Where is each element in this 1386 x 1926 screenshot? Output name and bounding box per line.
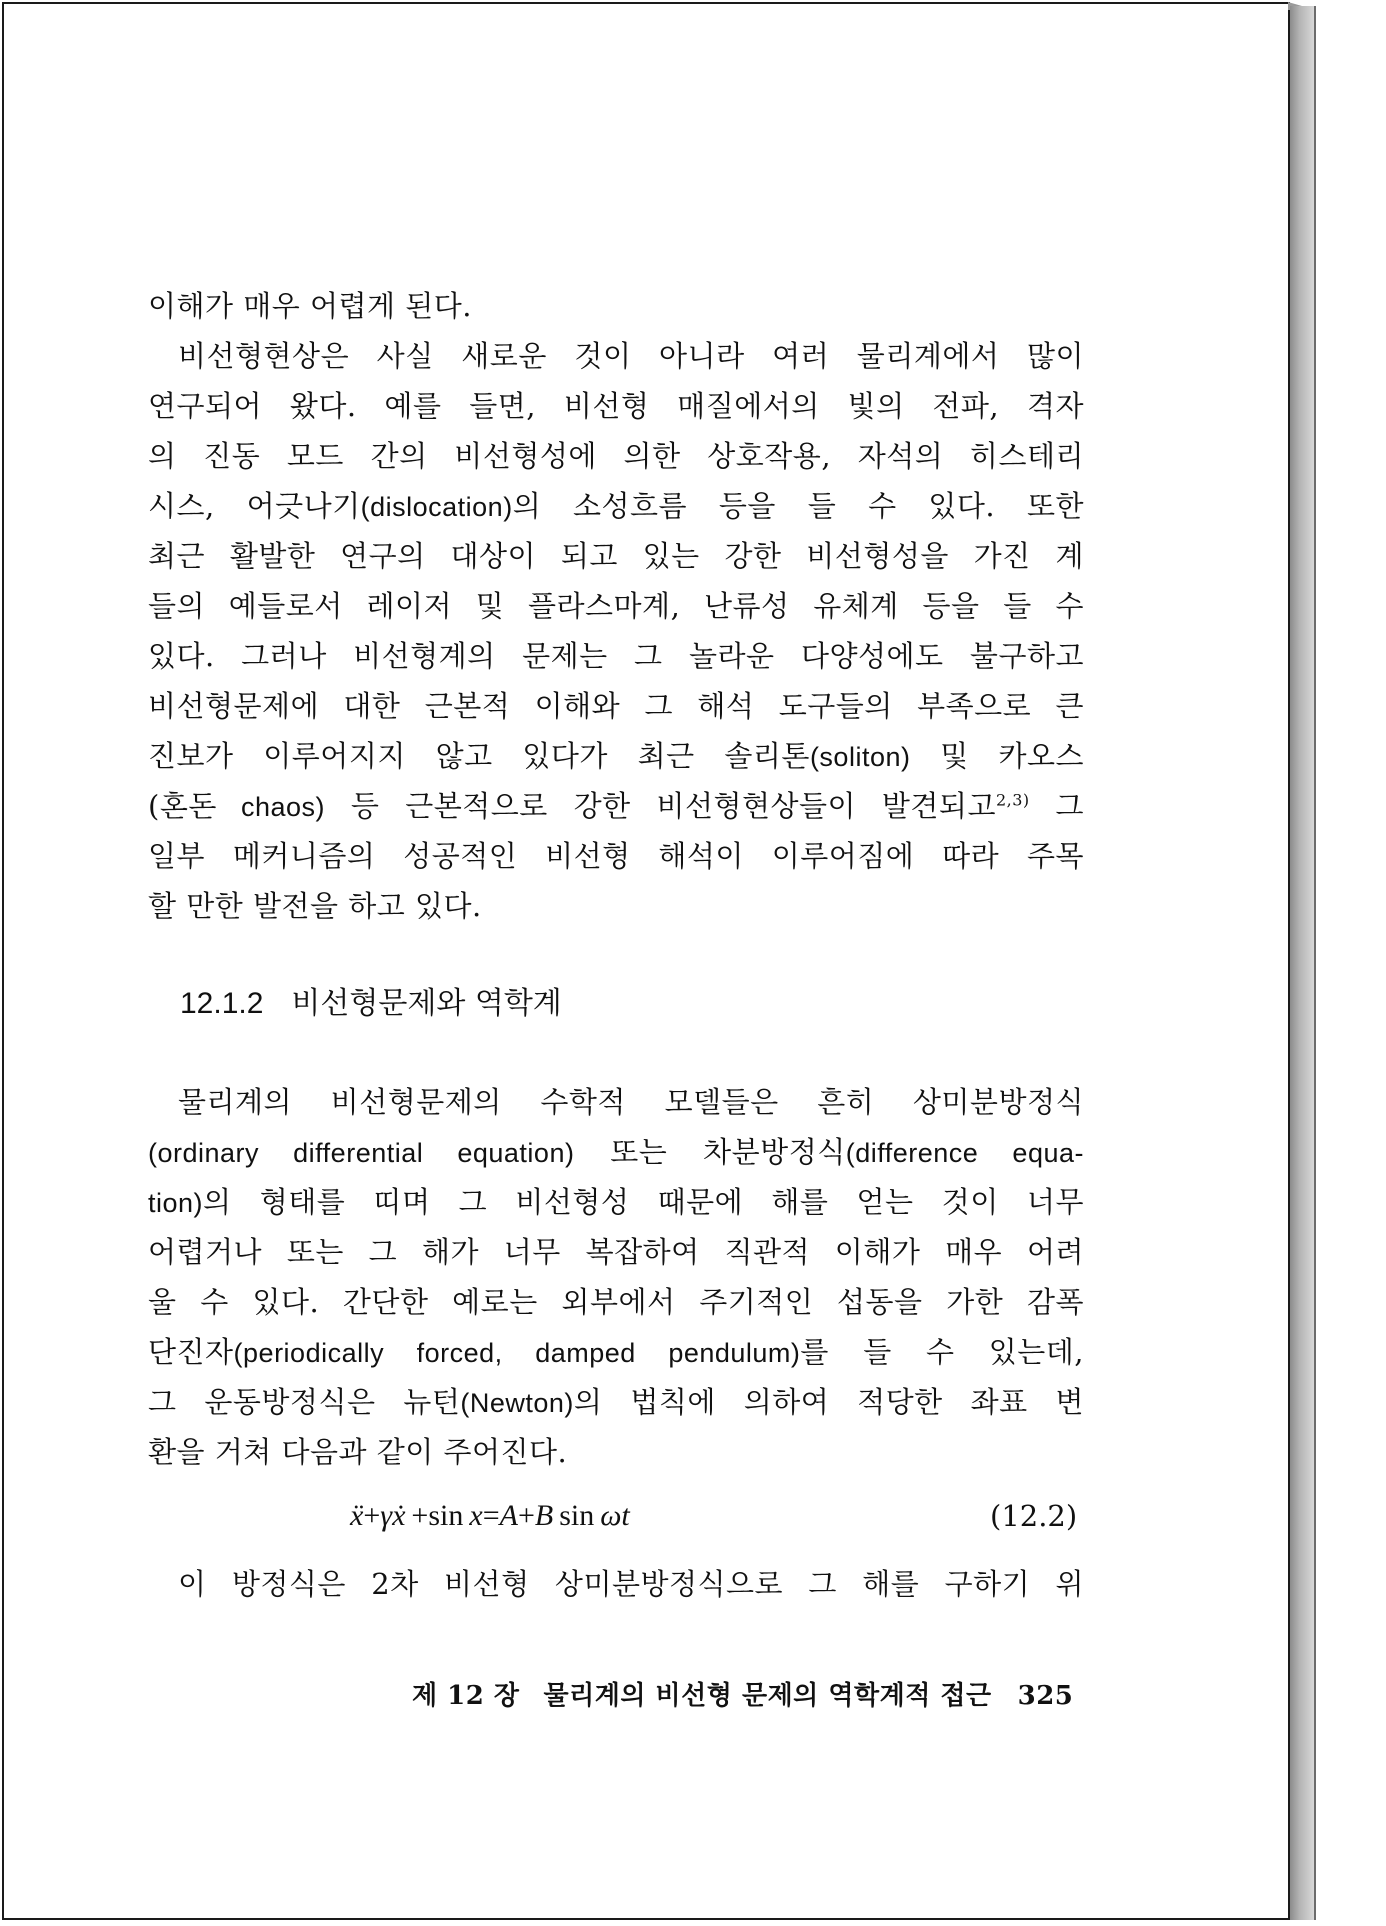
latin-term: (difference equa- xyxy=(845,1138,1084,1168)
latin-term: (Newton) xyxy=(460,1388,574,1418)
latin-term: (soliton) xyxy=(809,742,911,772)
text-run: 의 소성흐름 등을 들 수 있다. 또한 xyxy=(512,489,1084,523)
eq-term: ωt xyxy=(600,1499,630,1532)
paragraph-line: 의 진동 모드 간의 비선형성에 의한 상호작용, 자석의 히스테리 xyxy=(148,439,1084,473)
paragraph-line xyxy=(148,1182,1084,1222)
footer-chapter: 제 12 장 xyxy=(412,1681,520,1711)
equation xyxy=(350,1494,630,1538)
page-number: 325 xyxy=(1017,1681,1074,1711)
paragraph-line xyxy=(148,486,1084,526)
paragraph-line: 어렵거나 또는 그 해가 너무 복잡하여 직관적 이해가 매우 어려 xyxy=(148,1235,1084,1269)
latin-term: (periodically forced, damped pendulum) xyxy=(233,1338,801,1368)
section-title: 비선형문제와 역학계 xyxy=(291,986,562,1021)
paragraph-line: 비선형문제에 대한 근본적 이해와 그 해석 도구들의 부족으로 큰 xyxy=(148,689,1084,723)
paragraph-line: 할 만한 발전을 하고 있다. xyxy=(148,889,482,923)
eq-operator: + xyxy=(517,1499,535,1532)
eq-term: A xyxy=(499,1499,518,1532)
running-footer xyxy=(412,1676,1073,1716)
eq-function: sin xyxy=(428,1499,464,1532)
eq-term: ẍ xyxy=(350,1499,364,1532)
paragraph-line xyxy=(148,786,1084,826)
text-run: (혼돈 xyxy=(148,789,217,823)
text-run: 및 카오스 xyxy=(910,739,1084,773)
eq-operator: = xyxy=(482,1499,500,1532)
paragraph-line: 비선형현상은 사실 새로운 것이 아니라 여러 물리계에서 많이 xyxy=(178,339,1084,373)
paragraph-line: 연구되어 왔다. 예를 들면, 비선형 매질에서의 빛의 전파, 격자 xyxy=(148,389,1084,423)
paragraph-line: 이 방정식은 2차 비선형 상미분방정식으로 그 해를 구하기 위 xyxy=(178,1567,1084,1601)
text-run: 시스, 어긋나기 xyxy=(148,489,361,523)
latin-term: tion) xyxy=(148,1188,204,1218)
paragraph-line xyxy=(148,1382,1084,1422)
paragraph-line xyxy=(148,736,1084,776)
latin-term: chaos) xyxy=(216,792,326,822)
text-run: 를 들 수 있는데, xyxy=(800,1335,1084,1369)
paragraph-line xyxy=(148,1132,1084,1172)
paragraph-line: 환을 거쳐 다음과 같이 주어진다. xyxy=(148,1435,568,1469)
paragraph-line: 있다. 그러나 비선형계의 문제는 그 놀라운 다양성에도 불구하고 xyxy=(148,639,1084,673)
paragraph-line xyxy=(148,1332,1084,1372)
section-heading xyxy=(180,982,562,1026)
equation-number: (12.2) xyxy=(990,1499,1078,1533)
eq-term: B xyxy=(534,1499,554,1532)
text-run: 의 법칙에 의하여 적당한 좌표 변 xyxy=(573,1385,1084,1419)
text-run: 단진자 xyxy=(148,1335,234,1369)
paragraph-line: 들의 예들로서 레이저 및 플라스마계, 난류성 유체계 등을 들 수 xyxy=(148,589,1084,623)
section-number: 12.1.2 xyxy=(180,987,264,1020)
page-edge-stack xyxy=(1290,6,1316,1920)
footnote-ref: 2,3) xyxy=(995,790,1030,810)
text-run: 그 xyxy=(1029,789,1085,823)
text-run: 등 근본적으로 강한 비선형현상들이 발견되고 xyxy=(325,789,996,823)
text-run: 진보가 이루어지지 않고 있다가 최근 솔리톤 xyxy=(148,739,810,773)
text-run: 의 형태를 띠며 그 비선형성 때문에 해를 얻는 것이 너무 xyxy=(203,1185,1084,1219)
latin-term: (ordinary differential equation) xyxy=(148,1138,575,1168)
text-run: 또는 차분방정식 xyxy=(574,1135,846,1169)
eq-term: x xyxy=(469,1499,483,1532)
eq-function: sin xyxy=(559,1499,595,1532)
eq-term: ẋ xyxy=(392,1499,406,1532)
eq-term: γ xyxy=(380,1499,393,1532)
paragraph-line: 최근 활발한 연구의 대상이 되고 있는 강한 비선형성을 가진 계 xyxy=(148,539,1084,573)
latin-term: (dislocation) xyxy=(360,492,513,522)
paragraph-line: 이해가 매우 어렵게 된다. xyxy=(148,289,473,323)
footer-title: 물리계의 비선형 문제의 역학계적 접근 xyxy=(543,1681,992,1711)
paragraph-line: 물리계의 비선형문제의 수학적 모델들은 흔히 상미분방정식 xyxy=(178,1085,1084,1119)
eq-operator: + xyxy=(411,1499,429,1532)
paragraph-line: 일부 메커니즘의 성공적인 비선형 해석이 이루어짐에 따라 주목 xyxy=(148,839,1084,873)
text-run: 그 운동방정식은 뉴턴 xyxy=(148,1385,461,1419)
paragraph-line: 울 수 있다. 간단한 예로는 외부에서 주기적인 섭동을 가한 감폭 xyxy=(148,1285,1084,1319)
eq-operator: + xyxy=(363,1499,381,1532)
